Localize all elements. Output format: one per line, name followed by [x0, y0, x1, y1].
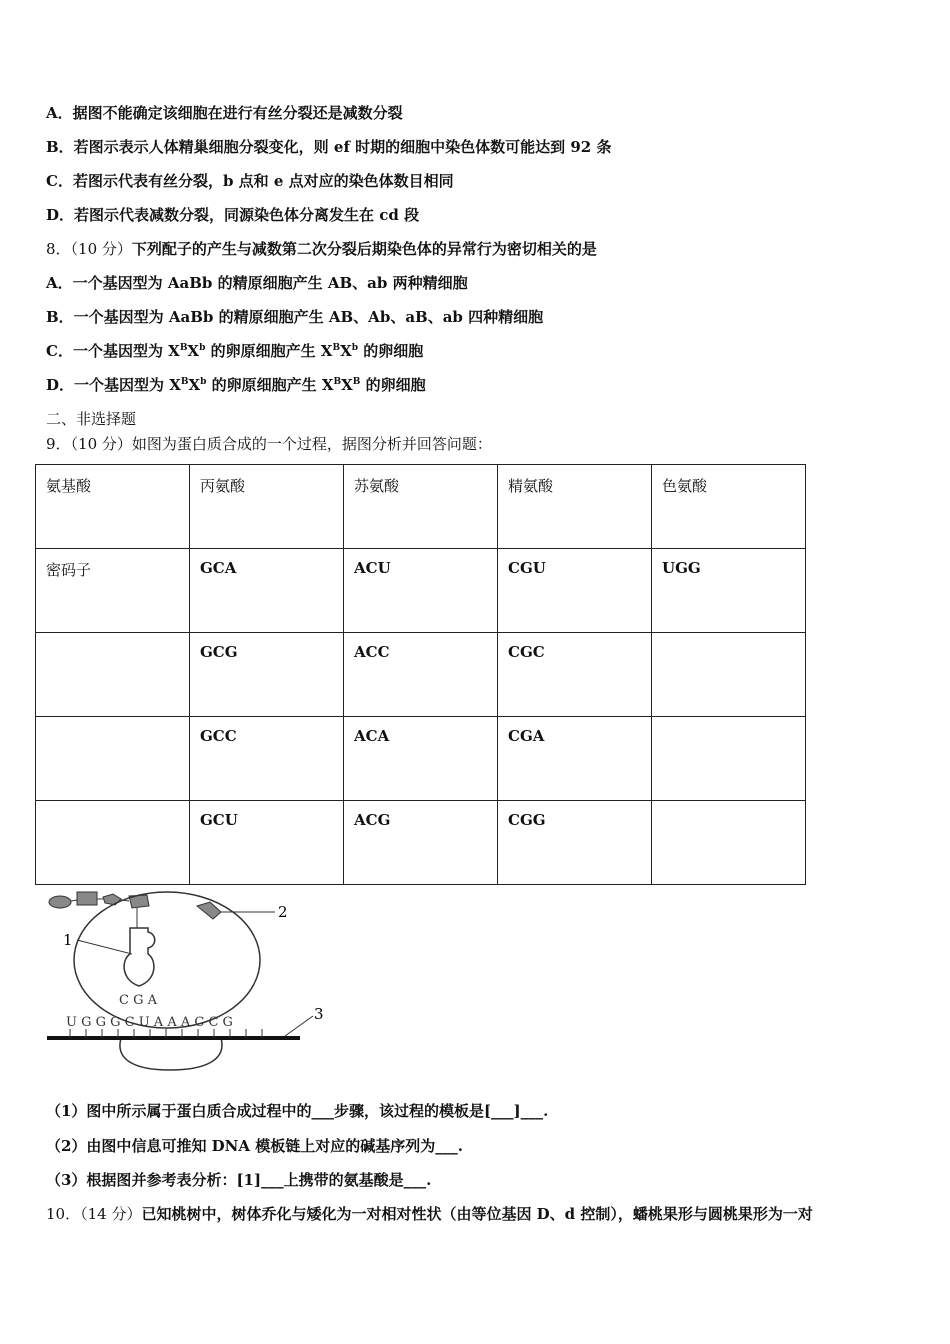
table-row — [36, 801, 806, 885]
q8-d-x-1: X — [188, 376, 201, 394]
q10-number: 10． — [46, 1205, 81, 1223]
table-header-cell: 氨基酸 — [36, 465, 190, 549]
q8-d-sup-2: b — [200, 377, 207, 387]
q9-sub-1: （1）图中所示属于蛋白质合成过程中的___步骤，该过程的模板是[___]___. — [46, 1102, 549, 1120]
label-1: 1 — [63, 931, 73, 949]
amino-acid-shape — [49, 896, 71, 908]
q8-option-c — [46, 341, 423, 361]
q10-points: （14 分） — [80, 1205, 142, 1223]
table-row — [36, 549, 806, 633]
q9-stem-text: 如图为蛋白质合成的一个过程，据图分析并回答问题： — [131, 435, 492, 453]
q8-c-x-1: X — [187, 342, 200, 360]
q8-d-sup-1: B — [180, 377, 189, 387]
q8-d-text-3: 的卵细胞 — [360, 376, 426, 394]
table-cell: CGA — [498, 717, 652, 801]
table-cell: ACC — [344, 633, 498, 717]
q7-option-c: C．若图示代表有丝分裂，b 点和 e 点对应的染色体数目相同 — [46, 172, 454, 190]
q8-c-x-2: X — [340, 342, 352, 360]
q8-option-d — [46, 375, 426, 395]
table-cell: GCA — [190, 549, 344, 633]
q8-stem — [46, 239, 597, 259]
q8-points: （10 分） — [70, 240, 132, 258]
q8-d-x-2: X — [341, 376, 353, 394]
section-heading: 二、非选择题 — [46, 410, 137, 428]
q8-c-sup-1: B — [179, 343, 188, 353]
table-header-cell: 苏氨酸 — [344, 465, 498, 549]
table-cell — [36, 801, 190, 885]
q8-c-sup-2: b — [199, 343, 206, 353]
label-2: 2 — [278, 903, 288, 921]
codon-table — [35, 464, 806, 885]
table-row — [36, 717, 806, 801]
table-cell — [36, 717, 190, 801]
q8-d-sup-3: B — [333, 377, 342, 387]
table-header-cell: 精氨酸 — [498, 465, 652, 549]
q7-option-b: B．若图示表示人体精巢细胞分裂变化，则 ef 时期的细胞中染色体数可能达到 92 条 — [46, 138, 612, 156]
q8-number: 8． — [46, 240, 71, 258]
table-cell: CGC — [498, 633, 652, 717]
table-cell: GCG — [190, 633, 344, 717]
q8-c-text-2: 的卵原细胞产生 X — [205, 342, 333, 360]
q9-sub-3: （3）根据图并参考表分析：[1]___上携带的氨基酸是___. — [46, 1171, 432, 1189]
table-cell — [652, 633, 806, 717]
q9-sub-2: （2）由图中信息可推知 DNA 模板链上对应的碱基序列为___. — [46, 1137, 463, 1155]
table-cell: ACG — [344, 801, 498, 885]
q7-option-a: A．据图不能确定该细胞在进行有丝分裂还是减数分裂 — [46, 104, 403, 122]
q8-stem-text: 下列配子的产生与减数第二次分裂后期染色体的异常行为密切相关的是 — [131, 240, 597, 258]
table-header-row — [36, 465, 806, 549]
table-header-cell: 丙氨酸 — [190, 465, 344, 549]
q9-points: （10 分） — [70, 435, 132, 453]
table-cell — [36, 633, 190, 717]
table-header-cell: 色氨酸 — [652, 465, 806, 549]
q8-c-text-3: 的卵细胞 — [358, 342, 424, 360]
label-3: 3 — [314, 1005, 324, 1023]
q8-option-a: A．一个基因型为 AaBb 的精原细胞产生 AB、ab 两种精细胞 — [46, 274, 468, 292]
table-cell: 密码子 — [36, 549, 190, 633]
table-cell: ACU — [344, 549, 498, 633]
q8-d-text-2: 的卵原细胞产生 X — [206, 376, 334, 394]
anticodon: C G A — [119, 993, 157, 1008]
amino-acid-shape — [77, 892, 97, 905]
table-cell: GCC — [190, 717, 344, 801]
q7-option-d: D．若图示代表减数分裂，同源染色体分离发生在 cd 段 — [46, 206, 420, 224]
table-cell — [652, 801, 806, 885]
q8-c-sup-3: B — [332, 343, 341, 353]
table-cell — [652, 717, 806, 801]
table-cell: CGG — [498, 801, 652, 885]
q8-d-sup-4: B — [352, 377, 361, 387]
table-row — [36, 633, 806, 717]
table-cell: GCU — [190, 801, 344, 885]
q8-c-sup-4: b — [351, 343, 358, 353]
q9-number: 9． — [46, 435, 71, 453]
q8-c-text-1: C．一个基因型为 X — [46, 342, 180, 360]
mrna-sequence: U G G G C U A A A C C G — [66, 1015, 233, 1030]
table-cell: CGU — [498, 549, 652, 633]
q8-d-text-1: D．一个基因型为 X — [46, 376, 181, 394]
q9-stem — [46, 434, 492, 454]
q10-stem-text: 已知桃树中，树体乔化与矮化为一对相对性状（由等位基因 D、d 控制），蟠桃果形与圆桃果形为一对 — [141, 1205, 813, 1223]
table-cell: UGG — [652, 549, 806, 633]
q8-option-b: B．一个基因型为 AaBb 的精原细胞产生 AB、Ab、aB、ab 四种精细胞 — [46, 308, 544, 326]
translation-diagram — [35, 888, 335, 1078]
q10-stem — [46, 1204, 813, 1224]
table-cell: ACA — [344, 717, 498, 801]
